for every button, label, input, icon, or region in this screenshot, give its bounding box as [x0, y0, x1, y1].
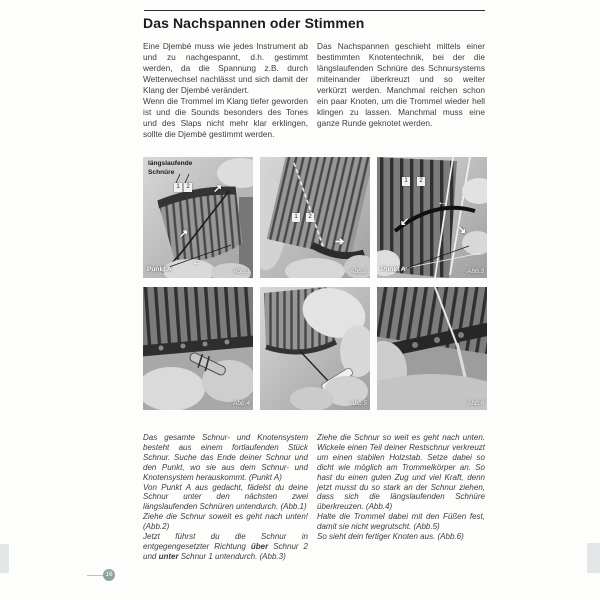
arrow-down-left-icon: ↙ [400, 216, 410, 228]
figure-annotation-laengslaufende-schnuere: längslaufende Schnüre [148, 160, 193, 176]
arrow-down-right-icon: ↘ [457, 224, 467, 236]
intro-paragraph: Eine Djembé muss wie jedes Instrument ab und zu nachgespannt, d.h. gestimmt werden, da die Spannung z.B. durch Wetterwechsel nachlässt und sich damit der Klang der Djembé verändert. [143, 41, 308, 95]
cord-marker-2: 2 [306, 213, 314, 222]
instruction-text: Jetzt führst du die Schnur in entgegengesetzter Richtung [143, 532, 308, 551]
instruction-paragraph [143, 532, 308, 562]
arrow-right-icon: ➔ [335, 236, 345, 248]
page-number-badge: 16 [103, 569, 115, 581]
figure-abb-6 [377, 287, 487, 410]
figure-abb-4 [143, 287, 253, 410]
figure-annotation-punkt-a: Punkt A [147, 266, 172, 273]
cord-marker-2: 2 [184, 183, 192, 192]
figure-abb-1 [143, 157, 253, 278]
intro-column-right [317, 41, 485, 129]
figure-abb-3 [377, 157, 487, 278]
intro-paragraph: Wenn die Trommel im Klang tiefer geworden ist und die Sounds besonders des Tones und des Slaps nicht mehr klar erklingen, sollte die Djembé gestimmt werden. [143, 95, 308, 139]
page-title: Das Nachspannen oder Stimmen [143, 15, 365, 31]
arrow-up-right-icon: ↗ [179, 228, 189, 240]
figure-caption: Abb.4 [233, 400, 250, 407]
instruction-text-bold: über [250, 541, 269, 551]
instruction-paragraph: Halte die Trommel dabei mit den Füßen fest, damit sie nicht wegrutscht. (Abb.5) [317, 512, 485, 532]
instruction-paragraph: Das gesamte Schnur- und Knotensystem besteht aus einem fortlaufenden Stück Schnur. Suche das Ende deiner Schnur und den Punkt, wo sie aus dem Schnur- und Knotensystem herauskommt. (Punkt A) [143, 433, 308, 482]
instruction-paragraph: Ziehe die Schnur so weit es geht nach unten. Wickele einen Teil deiner Restschnur verkreuzt um einen stabilen Holzstab. Setze dabei so dicht wie möglich am Trommelkörper an. So hast du einen guten Zug und viel Kraft, denn jetzt musst du so stark an der Schnur ziehen, dass sich die längslaufenden Schnüre überkreuzen. (Abb.4) [317, 433, 485, 512]
figure-abb-2 [260, 157, 370, 278]
figure-caption: Abb.6 [467, 400, 484, 407]
figure-annotation-punkt-a: Punkt A [381, 266, 406, 273]
page-number-rule [87, 575, 104, 576]
djembe-photo-pulling-down [260, 157, 370, 278]
djembe-photo-crossing-cords [377, 157, 487, 278]
arrow-left-icon: ← [192, 256, 203, 268]
figure-caption: Abb.1 [233, 268, 250, 275]
instruction-paragraph: Von Punkt A aus gedacht, fädelst du deine Schnur unter den nächsten zwei längslaufenden Schnüren untendurch. (Abb.1) [143, 482, 308, 512]
scan-artifact-right [587, 543, 600, 573]
intro-column-left [143, 41, 308, 139]
djembe-photo-finished-knot [377, 287, 487, 410]
instructions-column-right [317, 433, 485, 542]
instruction-paragraph: So sieht dein fertiger Knoten aus. (Abb.6) [317, 532, 464, 542]
instruction-paragraph: Ziehe die Schnur soweit es geht nach unten! (Abb.2) [143, 512, 308, 532]
figure-abb-5 [260, 287, 370, 410]
arrow-left-icon: ← [437, 196, 448, 208]
instructions-column-left [143, 433, 308, 562]
djembe-photo-holding-with-feet [260, 287, 370, 410]
instruction-text: Schnur 1 untendurch. (Abb.3) [178, 551, 286, 561]
cord-marker-1: 1 [174, 183, 182, 192]
instruction-text: Schnur 2 und [143, 541, 308, 561]
figure-caption: Abb.3 [467, 268, 484, 275]
scan-artifact-left [0, 544, 9, 573]
cord-marker-1: 1 [402, 177, 410, 186]
intro-paragraph: Das Nachspannen geschieht mittels einer bestimmten Knotentechnik, bei der die längslaufenden Schnüre des Schnursystems miteinander überkreuzt und so weiter verkürzt werden. Manchmal reichen schon ein paar Knoten, um die Trommel wieder hell klingen zu lassen. Manchmal muss eine ganze Runde geknotet werden. [317, 41, 485, 128]
instruction-text-bold: unter [158, 551, 179, 561]
cord-marker-2: 2 [417, 177, 425, 186]
cord-marker-1: 1 [292, 213, 300, 222]
djembe-photo-wrapping-stick [143, 287, 253, 410]
arrow-up-right-icon: ↗ [213, 183, 223, 195]
title-rule [144, 10, 485, 11]
figure-caption: Abb.2 [350, 268, 367, 275]
figure-caption: Abb.5 [350, 400, 367, 407]
